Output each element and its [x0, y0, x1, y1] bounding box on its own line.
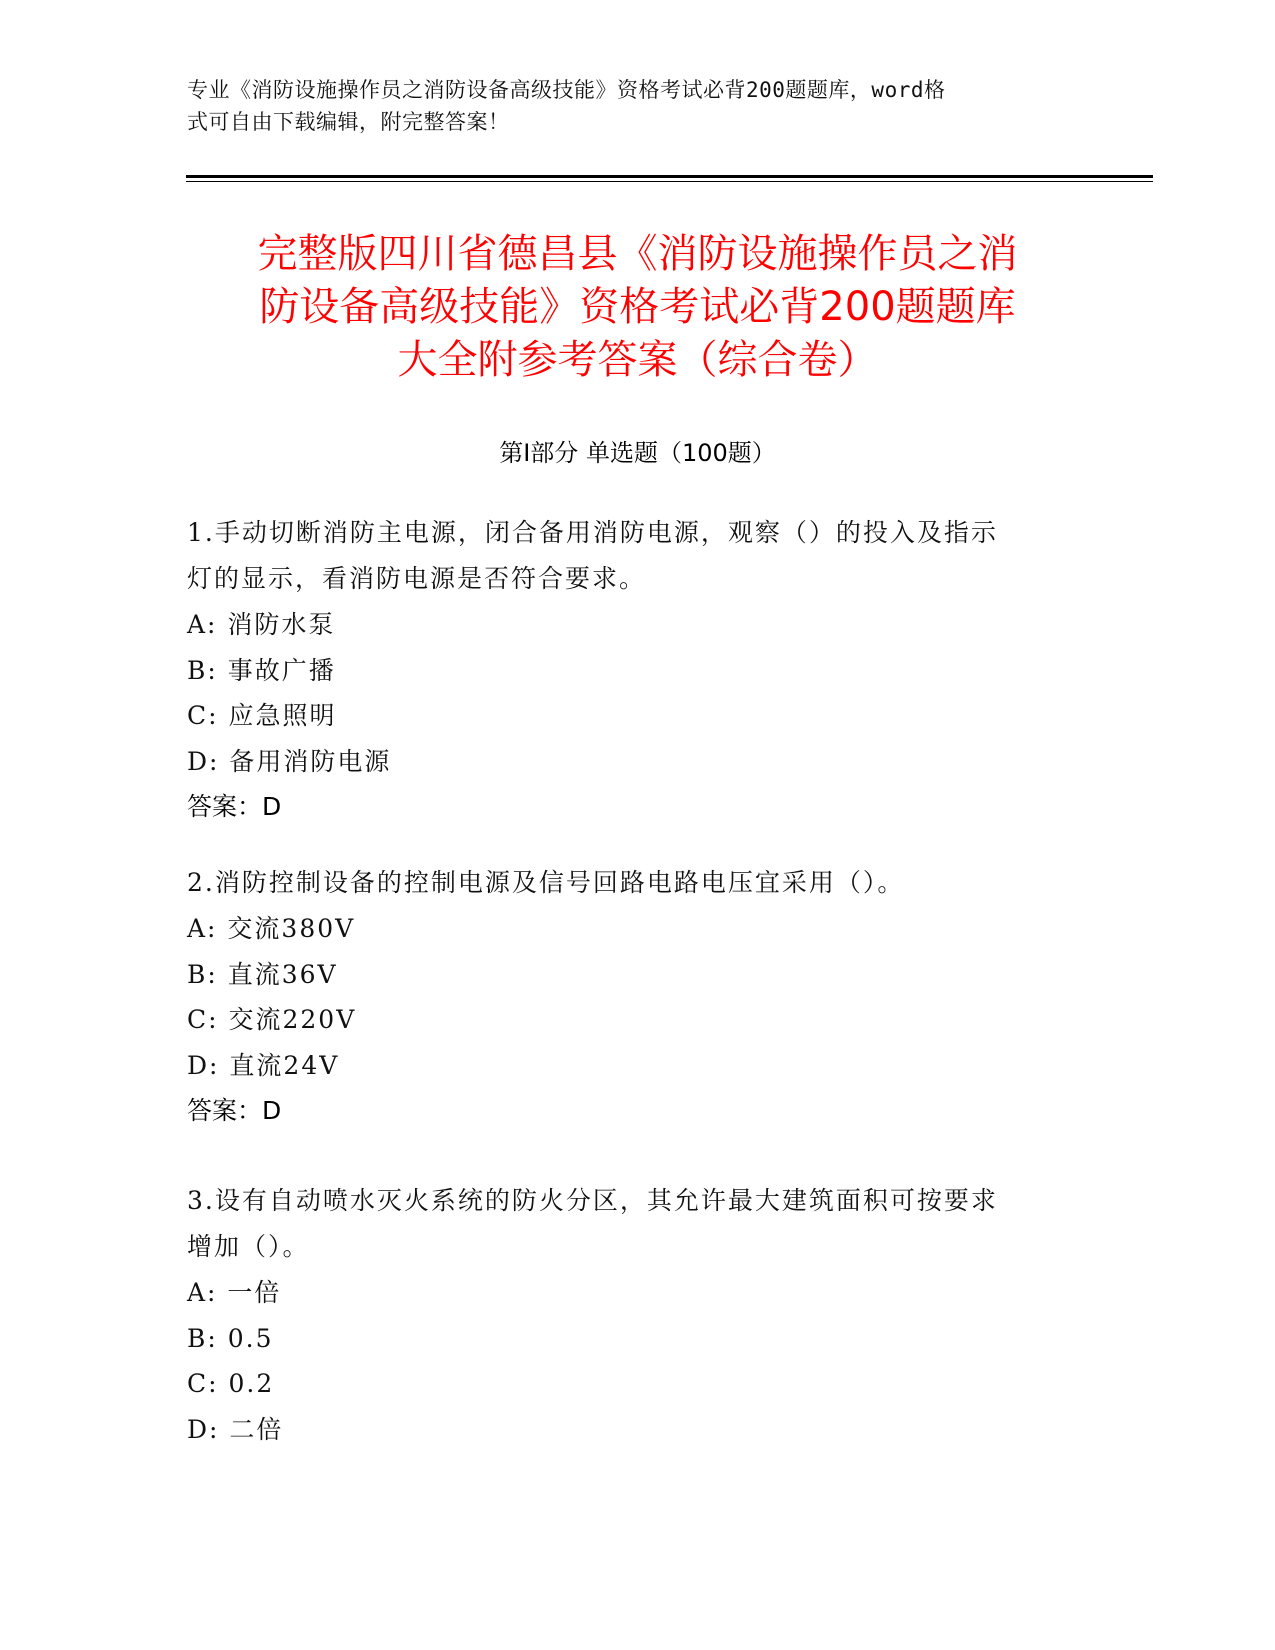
header-divider-thin	[186, 181, 1153, 182]
option-a: A: 交流380V	[187, 914, 356, 943]
header-divider-thick	[186, 175, 1153, 178]
question-item	[187, 510, 1067, 830]
option-b: B: 直流36V	[187, 959, 338, 989]
question-stem: 1.手动切断消防主电源，闭合备用消防电源，观察（）的投入及指示	[187, 518, 998, 547]
option-c: C: 交流220V	[187, 1005, 357, 1034]
title-line: 大全附参考答案（综合卷）	[397, 337, 878, 383]
option-a: A: 一倍	[187, 1278, 282, 1307]
question-stem: 3.设有自动喷水灭火系统的防火分区，其允许最大建筑面积可按要求	[187, 1186, 998, 1215]
option-b: B: 事故广播	[187, 655, 336, 685]
header-note-line: 式可自由下载编辑，附完整答案！	[187, 110, 510, 134]
option-d: D: 直流24V	[187, 1050, 340, 1080]
question-stem: 增加（）。	[187, 1232, 310, 1261]
option-b: B: 0.5	[187, 1323, 274, 1353]
section-heading: 第I部分 单选题（100题）	[499, 439, 776, 467]
question-item	[187, 860, 1067, 1134]
header-note	[187, 74, 1067, 138]
option-a: A: 消防水泵	[187, 610, 336, 639]
answer-line: 答案：D	[187, 1096, 282, 1125]
title-line: 防设备高级技能》资格考试必背200题题库	[259, 284, 1016, 330]
option-d: D: 备用消防电源	[187, 746, 392, 776]
title-line: 完整版四川省德昌县《消防设施操作员之消	[257, 231, 1018, 277]
option-d: D: 二倍	[187, 1414, 284, 1444]
question-stem: 灯的显示，看消防电源是否符合要求。	[187, 564, 647, 593]
document-title	[180, 228, 1095, 387]
option-c: C: 0.2	[187, 1369, 275, 1398]
question-item	[187, 1178, 1067, 1452]
option-c: C: 应急照明	[187, 701, 337, 730]
answer-line: 答案：D	[187, 792, 282, 821]
header-note-line: 专业《消防设施操作员之消防设备高级技能》资格考试必背200题题库，word格	[187, 78, 946, 102]
question-stem: 2.消防控制设备的控制电源及信号回路电路电压宜采用（）。	[187, 868, 905, 897]
